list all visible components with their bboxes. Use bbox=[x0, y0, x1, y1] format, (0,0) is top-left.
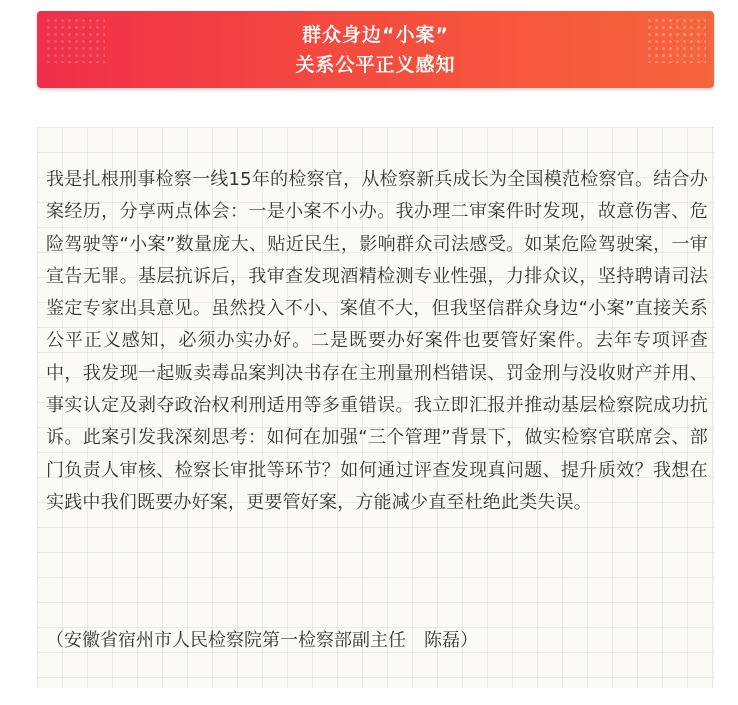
banner-title-line1: 群众身边“小案” bbox=[302, 24, 449, 46]
author-signature: （安徽省宿州市人民检察院第一检察部副主任 陈磊） bbox=[46, 630, 478, 651]
banner-title-line2: 关系公平正义感知 bbox=[295, 54, 456, 76]
title-banner bbox=[37, 11, 714, 88]
article-paper bbox=[37, 127, 714, 688]
article-body: 我是扎根刑事检察一线15年的检察官，从检察新兵成长为全国模范检察官。结合办案经历，分享两点体会：一是小案不小办。我办理二审案件时发现，故意伤害、危险驾驶等“小案”数量庞大、贴近民生，影响群众司法感受。如某危险驾驶案，一审宣告无罪。基层抗诉后，我审查发现酒精检测专业性强，力排众议，坚持聘请司法鉴定专家出具意见。虽然投入不小、案值不大，但我坚信群众身边“小案”直接关系公平正义感知，必须办实办好。二是既要办好案件也要管好案件。去年专项评查中，我发现一起贩卖毒品案判决书存在主刑量刑档错误、罚金刑与没收财产并用、事实认定及剥夺政治权利刑适用等多重错误。我立即汇报并推动基层检察院成功抗诉。此案引发我深刻思考：如何在加强“三个管理”背景下，做实检察官联席会、部门负责人审核、检察长审批等环节？如何通过评查发现真问题、提升质效？我想在实践中我们既要办好案，更要管好案，方能减少直至杜绝此类失误。 bbox=[46, 169, 708, 513]
